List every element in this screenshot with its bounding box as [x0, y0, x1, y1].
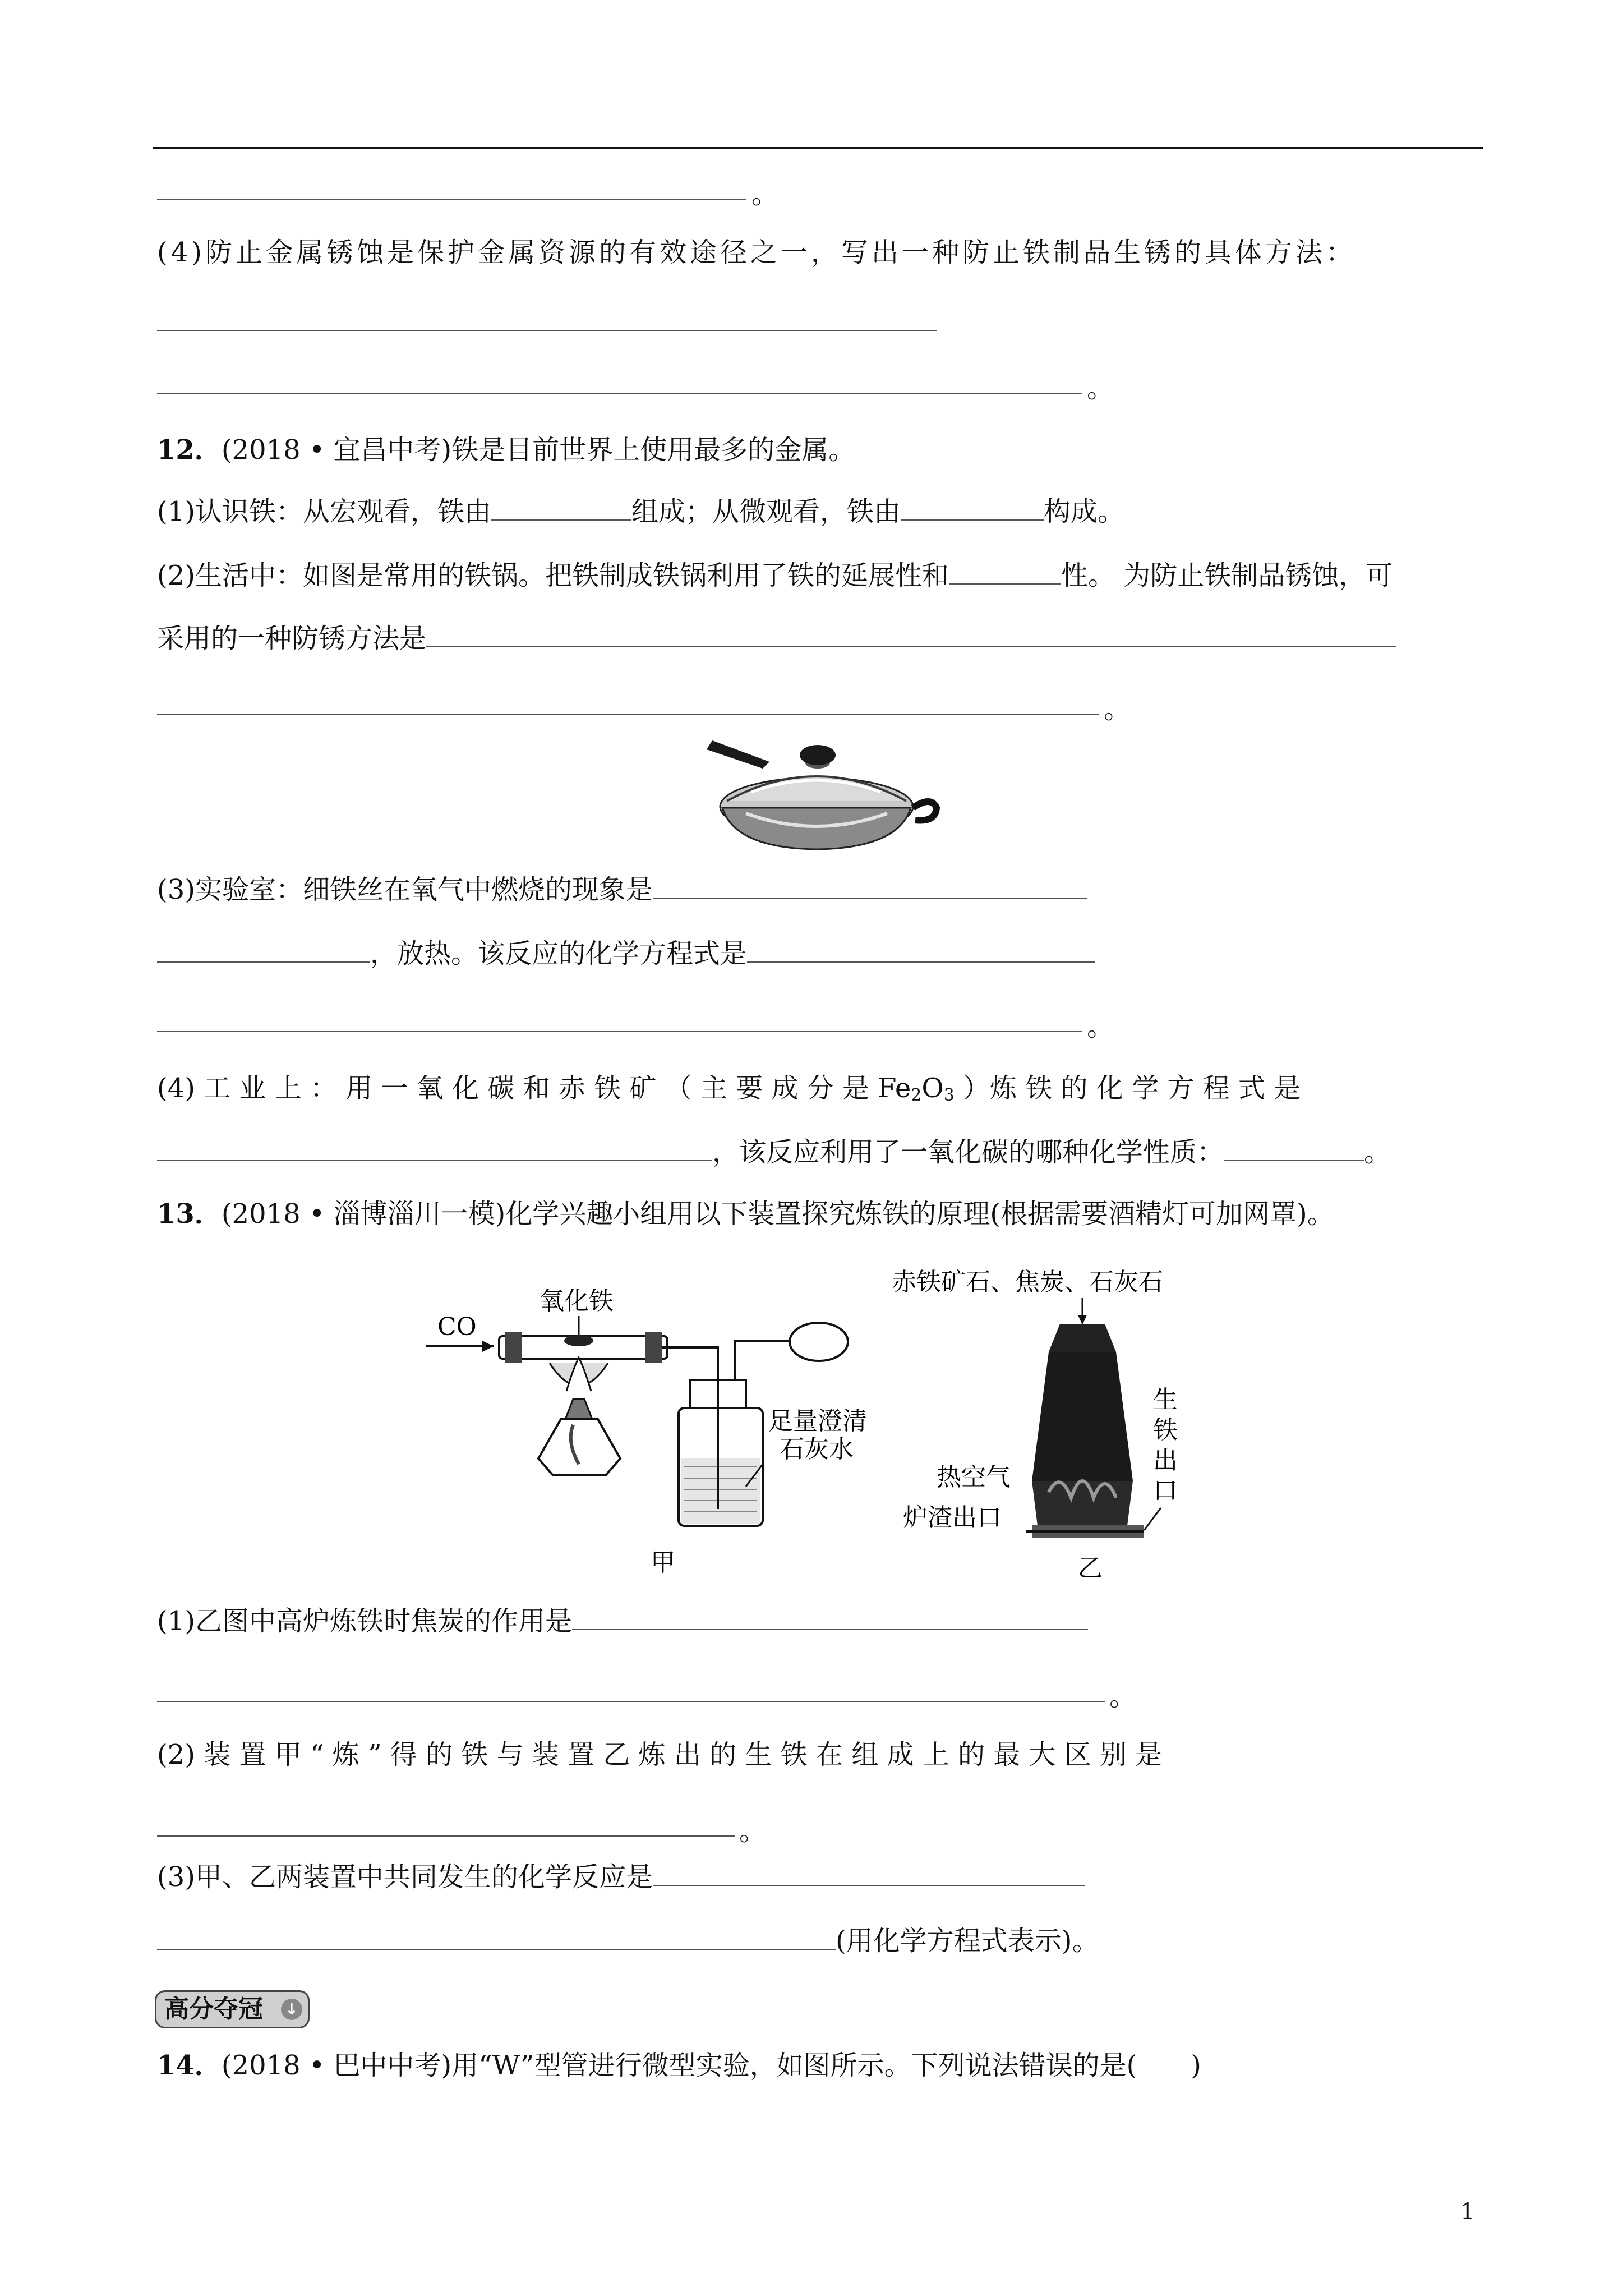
- badge-label: 高分夺冠: [164, 1995, 263, 2023]
- answer-blank[interactable]: [949, 559, 1061, 585]
- question-number: 12．: [157, 434, 222, 466]
- q13-part3-cont: [157, 1924, 1099, 1958]
- answer-blank[interactable]: [1224, 1135, 1364, 1161]
- limewater-label-2: 石灰水: [780, 1435, 854, 1464]
- iron-outlet-label-4: 口: [1153, 1476, 1178, 1505]
- answer-blank[interactable]: [653, 873, 1087, 899]
- q12-part4: [157, 1071, 1301, 1112]
- q12-part2: [157, 559, 1393, 592]
- part-text: 采用的一种防锈方法是: [157, 623, 427, 654]
- q11-part4-text: (4)防止金属锈蚀是保护金属资源的有效途径之一，写出一种防止铁制品生锈的具体方法：: [157, 237, 1356, 268]
- q13-stem: [157, 1197, 1334, 1231]
- line-end: 。: [1087, 372, 1114, 404]
- header-rule: [153, 147, 1483, 149]
- figure-yi-blast-furnace: [880, 1257, 1217, 1593]
- line-end: 。: [1104, 693, 1131, 725]
- part-text: (4) 工 业 上 ： 用 一 氧 化 碳 和 赤 铁 矿 （ 主 要 成 分 是 Fe: [157, 1073, 911, 1104]
- page-number: 1: [1460, 2199, 1475, 2225]
- answer-blank[interactable]: [157, 1135, 712, 1161]
- figure-caption-jia: 甲: [651, 1548, 675, 1577]
- answer-blank[interactable]: [157, 1834, 735, 1837]
- part-text: ，放热。该反应的化学方程式是: [370, 938, 748, 969]
- part-text: (2)生活中：如图是常用的铁锅。把铁制成铁锅利用了铁的延展性和: [157, 560, 949, 591]
- question-number: 13．: [157, 1198, 222, 1230]
- q13-part1: [157, 1604, 1088, 1638]
- part-text: 性。 为防止铁制品锈蚀，可: [1061, 560, 1393, 591]
- part-text: ）炼 铁 的 化 学 方 程 式 是: [954, 1073, 1301, 1104]
- q12-part4-cont: [157, 1135, 1391, 1169]
- answer-blank[interactable]: [157, 712, 1099, 715]
- answer-blank[interactable]: [157, 392, 1082, 394]
- co-label: CO: [437, 1313, 477, 1341]
- line-end: 。: [751, 178, 779, 210]
- line-end: 。: [1087, 1011, 1114, 1042]
- q14-stem: [157, 2049, 1201, 2082]
- iron-outlet-label-2: 铁: [1153, 1416, 1178, 1444]
- answer-blank[interactable]: [747, 937, 1095, 963]
- high-score-badge: [155, 1990, 310, 2028]
- q12-stem: [157, 433, 855, 467]
- question-source: (2018 • 巴中中考): [221, 2050, 452, 2081]
- answer-blank[interactable]: [157, 1030, 1082, 1032]
- answer-blank[interactable]: [157, 329, 937, 331]
- q13-part2: (2) 装 置 甲 “ 炼 ” 得 的 铁 与 装 置 乙 炼 出 的 生 铁 在 组 成 上 的 最 大 区 别 是: [157, 1739, 1163, 1770]
- wok-image: [695, 729, 942, 858]
- iron-outlet-label-1: 生: [1153, 1386, 1178, 1414]
- part-text: 构成。: [1044, 496, 1125, 527]
- line-end: 。: [1109, 1681, 1137, 1712]
- answer-blank[interactable]: [157, 937, 370, 963]
- answer-blank[interactable]: [426, 622, 1396, 647]
- question-source: (2018 • 宜昌中考): [221, 434, 452, 466]
- answer-blank[interactable]: [653, 1860, 1085, 1886]
- line-end: 。: [739, 1815, 767, 1847]
- iron-outlet-label-3: 出: [1153, 1446, 1178, 1475]
- figure-caption-yi: 乙: [1078, 1554, 1103, 1582]
- iron-oxide-label: 氧化铁: [540, 1287, 614, 1315]
- limewater-label-1: 足量澄清: [768, 1407, 867, 1435]
- part-text: (用化学方程式表示)。: [836, 1925, 1099, 1957]
- question-stem: 铁是目前世界上使用最多的金属。: [451, 434, 856, 466]
- part-text: (3)实验室：细铁丝在氧气中燃烧的现象是: [157, 874, 653, 905]
- furnace-top-label: 赤铁矿石、焦炭、石灰石: [892, 1268, 1163, 1296]
- subscript: 3: [943, 1085, 955, 1105]
- part-text: ，该反应利用了一氧化碳的哪种化学性质：: [712, 1137, 1224, 1168]
- answer-blank[interactable]: [901, 495, 1044, 521]
- part-text: 组成；从微观看，铁由: [631, 496, 901, 527]
- part-text: (1)认识铁：从宏观看，铁由: [157, 496, 491, 527]
- answer-blank[interactable]: [157, 1924, 836, 1950]
- figure-jia-apparatus: [426, 1273, 886, 1588]
- q12-part3-cont: [157, 937, 1095, 970]
- hot-air-label: 热空气: [937, 1463, 1011, 1492]
- part-text: (1)乙图中高炉炼铁时焦炭的作用是: [157, 1605, 572, 1637]
- question-stem: 用“W”型管进行微型实验，如图所示。下列说法错误的是( ): [451, 2050, 1202, 2081]
- q12-part2-cont: [157, 622, 1396, 655]
- question-stem: 化学兴趣小组用以下装置探究炼铁的原理(根据需要酒精灯可加网罩)。: [505, 1198, 1334, 1230]
- slag-outlet-label: 炉渣出口: [903, 1503, 1002, 1532]
- q12-part1: [157, 495, 1124, 528]
- answer-blank[interactable]: [157, 1700, 1105, 1702]
- part-text: (3)甲、乙两装置中共同发生的化学反应是: [157, 1861, 653, 1893]
- q13-part3: [157, 1860, 1085, 1894]
- q12-part3: [157, 873, 1087, 907]
- answer-blank[interactable]: [572, 1604, 1088, 1630]
- answer-blank[interactable]: [491, 495, 631, 521]
- arrow-down-icon: ↓: [281, 1999, 302, 2020]
- question-number: 14．: [157, 2050, 222, 2081]
- question-source: (2018 • 淄博淄川一模): [221, 1198, 506, 1230]
- part-text: 。: [1364, 1137, 1391, 1168]
- answer-blank[interactable]: [157, 197, 746, 200]
- part-text: O: [921, 1073, 944, 1104]
- subscript: 2: [911, 1085, 922, 1105]
